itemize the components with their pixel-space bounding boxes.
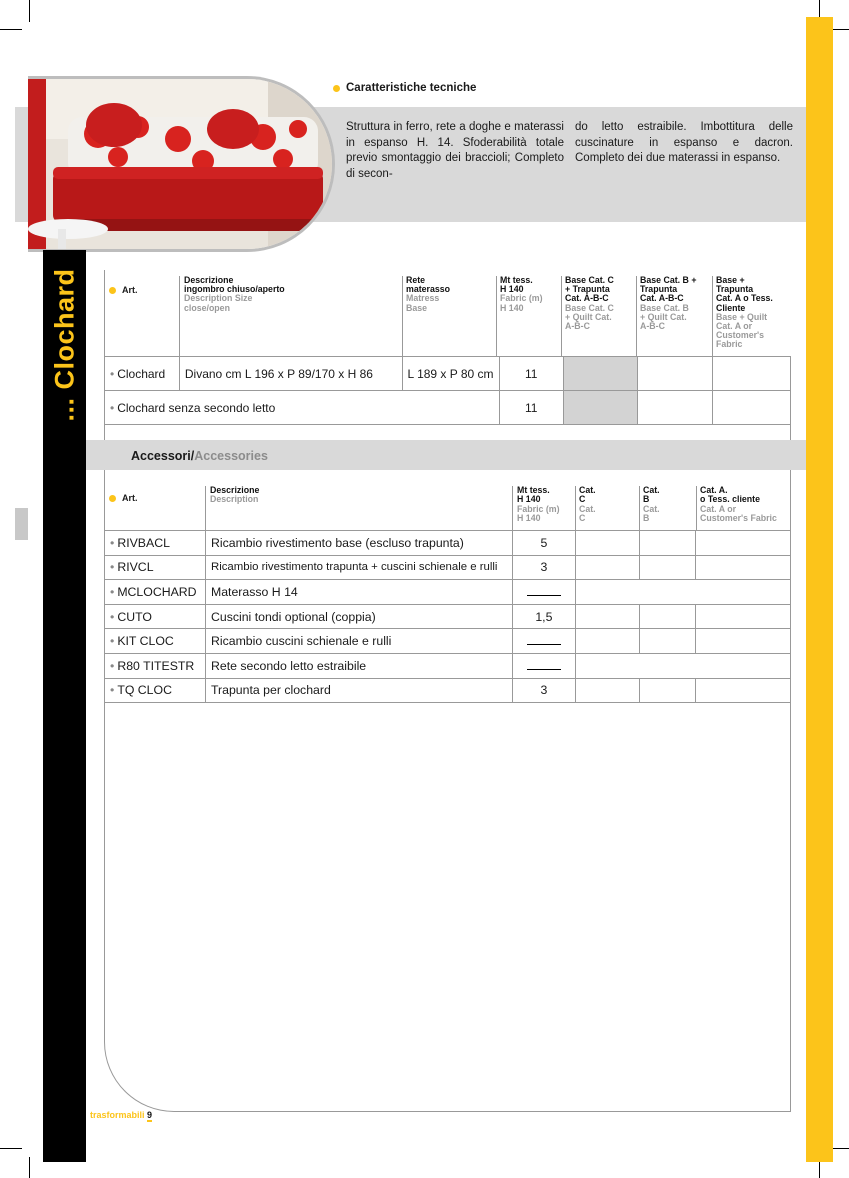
models-table [104,356,791,425]
header-it: Descrizione [210,485,260,495]
cell-text: Clochard senza secondo letto [117,400,276,415]
cell-desc: Ricambio rivestimento base (escluso trapunta) [205,531,512,556]
dash-mark [527,588,561,596]
table-row [105,391,791,425]
cell-rete: L 189 x P 80 cm [402,357,499,391]
side-marker [15,508,28,540]
bullet-dot-icon [333,85,340,92]
header-it: Base Cat. B + Trapunta Cat. A-B-C [640,275,697,304]
header-it: Base + Trapunta Cat. A o Tess. Cliente [716,275,773,313]
sofa-illustration [28,79,335,252]
crop-mark [0,29,22,30]
header-en: Fabric (m) H 140 [500,293,543,313]
header-en: Base Cat. C + Quilt Cat. A-B-C [565,302,614,332]
header-en: Fabric (m) H 140 [517,503,560,524]
cell-mt: 3 [512,678,575,703]
header-divider [402,276,403,356]
t2-header-catc [579,486,596,524]
cell-mt: 11 [499,357,563,391]
cell-cat-c [575,555,639,580]
bullet-dot-icon [109,287,116,294]
accent-bar-right [806,17,833,1162]
crop-mark [29,1157,30,1178]
header-en: Description Size close/open [184,293,253,313]
t1-header-art-label: Art. [122,285,138,295]
header-en: Cat. A or Customer's Fabric [700,503,777,524]
header-en: Base + Quilt Cat. A or Customer's Fabric [716,311,768,350]
header-divider [205,486,206,530]
header-it: Rete materasso [406,275,451,295]
cell-cat-b [639,678,696,703]
cell-text: Clochard [117,366,166,381]
cell-text: R80 TITESTR [117,658,195,673]
cell-price-baseb [637,391,712,425]
section-title [43,250,86,450]
cell-mt [512,629,575,654]
t2-header-art-label: Art. [122,493,138,503]
cell-cat-a [696,629,791,654]
cell-text: TQ CLOC [117,683,172,698]
t2-header-desc [210,486,259,505]
tech-paragraph-2: do letto estraibile. Imbottitura delle cuscinature in espanso e dacron. Completo dei due materassi in espanso. [575,121,793,164]
cell-cat-c [575,531,639,556]
t2-header-cata [700,486,777,524]
cell-art: • Clochard senza secondo letto [105,391,500,425]
cell-cat-a [696,555,791,580]
footer-brand: trasformabili [90,1110,145,1120]
cell-price [575,580,790,605]
table-row [105,629,791,654]
table-row [105,580,791,605]
cell-cat-b [639,629,696,654]
cell-cat-b [639,555,696,580]
t1-header-mt [500,276,543,313]
t1-header-basea [716,276,773,350]
cell-code: • CUTO [105,604,206,629]
cell-cat-c [575,678,639,703]
table-row [105,357,791,391]
header-it: Mt tess. H 140 [517,485,550,505]
cell-cat-b [639,604,696,629]
header-divider [512,486,513,530]
cell-code: • MCLOCHARD [105,580,206,605]
cell-code: • R80 TITESTR [105,653,206,678]
cell-desc: Cuscini tondi optional (coppia) [205,604,512,629]
header-en: Cat. B [643,503,660,524]
cell-text: RIVBACL [117,535,170,550]
cell-code: • KIT CLOC [105,629,206,654]
table-row [105,653,791,678]
cell-cat-a [696,678,791,703]
accessories-table [104,530,791,703]
cell-mt: 11 [499,391,563,425]
product-photo [28,76,335,252]
cell-mt [512,580,575,605]
cell-price-basec [563,357,637,391]
header-en: Cat. C [579,503,596,524]
cell-code: • RIVBACL [105,531,206,556]
t1-header-desc [184,276,285,313]
cell-mt: 3 [512,555,575,580]
panel-right-border [790,424,791,1112]
header-it: Base Cat. C + Trapunta Cat. A-B-C [565,275,614,304]
t2-header-catb [643,486,660,524]
cell-desc: Rete secondo letto estraibile [205,653,512,678]
cell-cat-a [696,604,791,629]
tech-text-col1 [346,120,564,182]
dash-mark [527,662,561,670]
cell-text: CUTO [117,609,152,624]
t1-header-basec [565,276,614,331]
accessories-title [131,449,268,463]
cell-mt: 1,5 [512,604,575,629]
header-it: Descrizione ingombro chiuso/aperto [184,275,285,295]
crop-mark [29,0,30,22]
cell-price-baseb [637,357,712,391]
table-row [105,531,791,556]
header-divider [696,486,697,530]
cell-price-basea [712,391,790,425]
cell-text: KIT CLOC [117,634,174,649]
tech-paragraph-1: Struttura in ferro, rete a doghe e materassi in espanso H. 14. Sfoderabilità totale previo smontaggio dei braccioli; Completo di secon- [346,121,564,180]
header-divider [561,276,562,356]
page-footer [90,1110,152,1120]
header-divider [636,276,637,356]
bullet-dot-icon [109,495,116,502]
dash-mark [527,637,561,645]
cell-desc: Trapunta per clochard [205,678,512,703]
table-row [105,555,791,580]
header-en: Matress Base [406,293,440,313]
cell-cat-c [575,604,639,629]
cell-cat-c [575,629,639,654]
crop-mark [0,1148,22,1149]
cell-mt [512,653,575,678]
cell-desc: Ricambio cuscini schienale e rulli [205,629,512,654]
cell-cat-a [696,531,791,556]
header-en: Description [210,494,259,505]
t2-header-mt [517,486,560,524]
header-it: Cat. B [643,485,660,505]
section-title-text: ... Clochard [49,268,79,422]
cell-price [575,653,790,678]
cell-art: • Clochard [105,357,180,391]
cell-desc: Ricambio rivestimento trapunta + cuscini schienale e rulli [205,555,512,580]
cell-text: RIVCL [117,560,154,575]
t1-header-baseb [640,276,696,331]
tech-title-text: Caratteristiche tecniche [346,82,477,94]
cell-desc: Divano cm L 196 x P 89/170 x H 86 [179,357,402,391]
header-divider [639,486,640,530]
header-divider [575,486,576,530]
cell-code: • TQ CLOC [105,678,206,703]
t1-header-rete [406,276,450,313]
header-it: Mt tess. H 140 [500,275,533,295]
cell-code: • RIVCL [105,555,206,580]
page-number: 9 [147,1110,153,1120]
header-en: Base Cat. B + Quilt Cat. A-B-C [640,302,689,332]
t1-header-art [109,285,138,295]
header-divider [496,276,497,356]
title-it: Accessori/ [131,449,195,463]
tech-text-col2 [575,120,793,167]
header-it: Cat. C [579,485,596,505]
table-row [105,604,791,629]
cell-price-basec [563,391,637,425]
cell-text: MCLOCHARD [117,584,197,599]
cell-cat-b [639,531,696,556]
header-divider [179,276,180,356]
t2-header-art [109,493,138,503]
table-row [105,678,791,703]
tech-title [333,82,476,94]
cell-price-basea [712,357,790,391]
cell-mt: 5 [512,531,575,556]
header-divider [712,276,713,356]
title-en: Accessories [194,449,268,463]
header-it: Cat. A. o Tess. cliente [700,485,760,505]
cell-desc: Materasso H 14 [205,580,512,605]
